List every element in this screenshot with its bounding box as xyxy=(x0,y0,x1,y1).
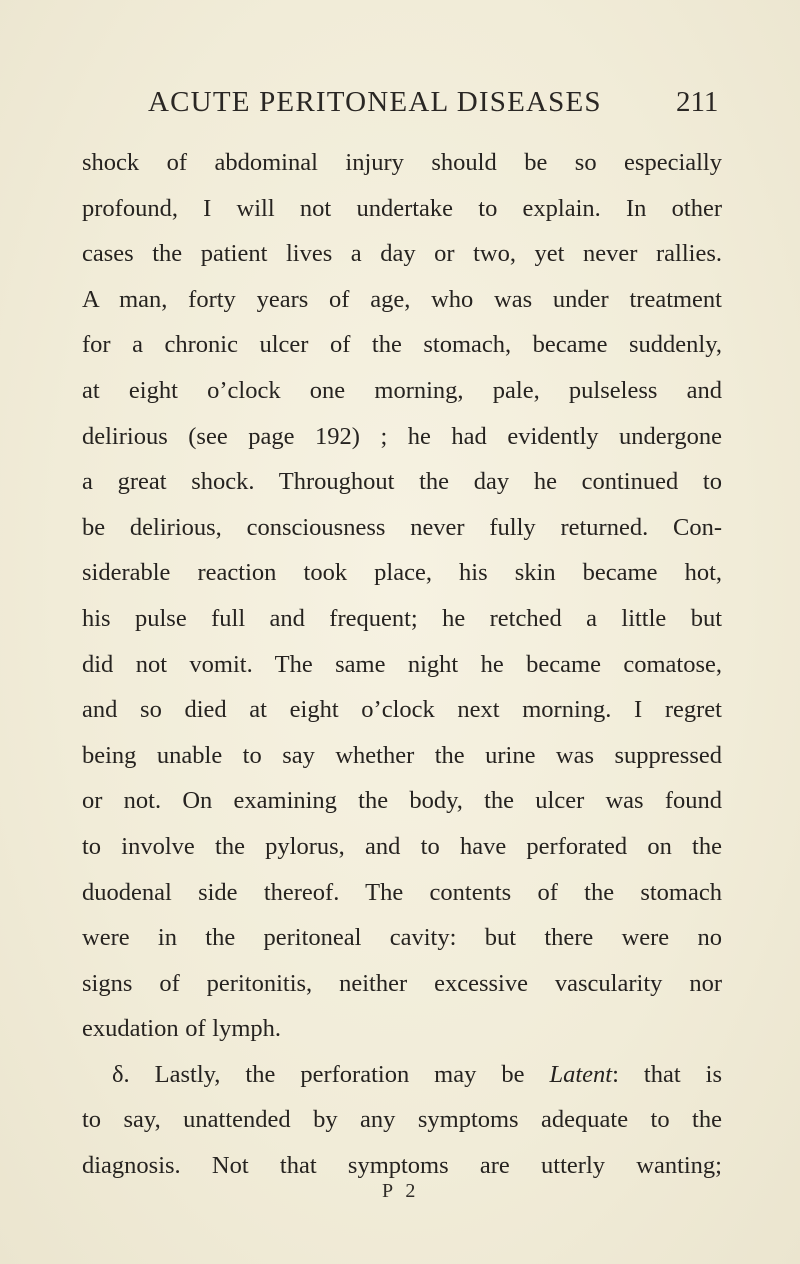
text-line: a great shock. Throughout the day he continued to xyxy=(82,468,722,496)
delta-suffix: : that is xyxy=(612,1060,722,1088)
text-line: his pulse full and frequent; he retched a little but xyxy=(82,604,722,632)
body-text xyxy=(82,140,722,1189)
page-number: 211 xyxy=(676,86,719,118)
text-line: to involve the pylorus, and to have perforated on the xyxy=(82,832,722,860)
signature-mark: P 2 xyxy=(382,1180,420,1202)
paragraph-delta-line xyxy=(82,1052,722,1098)
text-line: delirious (see page 192) ; he had evidently undergone xyxy=(82,422,722,450)
text-line: did not vomit. The same night he became comatose, xyxy=(82,650,722,678)
latent-term: Latent xyxy=(549,1060,613,1088)
text-line: being unable to say whether the urine was suppressed xyxy=(82,741,722,769)
text-line: and so died at eight o’clock next morning. I regret xyxy=(82,696,722,724)
text-line: for a chronic ulcer of the stomach, became suddenly, xyxy=(82,331,722,359)
text-line: were in the peritoneal cavity: but there were no xyxy=(82,924,722,952)
text-line: cases the patient lives a day or two, yet never rallies. xyxy=(82,240,722,268)
text-line: diagnosis. Not that symptoms are utterly wanting; xyxy=(82,1152,722,1180)
text-line: duodenal side thereof. The contents of the stomach xyxy=(82,878,722,906)
text-line: shock of abdominal injury should be so especially xyxy=(82,149,722,176)
text-line: at eight o’clock one morning, pale, pulseless and xyxy=(82,376,722,404)
text-line: profound, I will not undertake to explain. In other xyxy=(82,194,722,222)
delta-prefix: δ. Lastly, the perforation may be xyxy=(112,1060,550,1088)
text-line: A man, forty years of age, who was under treatment xyxy=(82,285,722,313)
text-line: or not. On examining the body, the ulcer was found xyxy=(82,787,722,815)
text-line: siderable reaction took place, his skin became hot, xyxy=(82,559,722,587)
text-line: be delirious, consciousness never fully returned. Con- xyxy=(82,513,722,541)
running-title: ACUTE PERITONEAL DISEASES xyxy=(148,86,602,118)
running-head xyxy=(0,86,800,126)
text-line: signs of peritonitis, neither excessive vascularity nor xyxy=(82,969,722,997)
text-line: exudation of lymph. xyxy=(82,1015,282,1043)
text-line: to say, unattended by any symptoms adequate to the xyxy=(82,1106,722,1134)
